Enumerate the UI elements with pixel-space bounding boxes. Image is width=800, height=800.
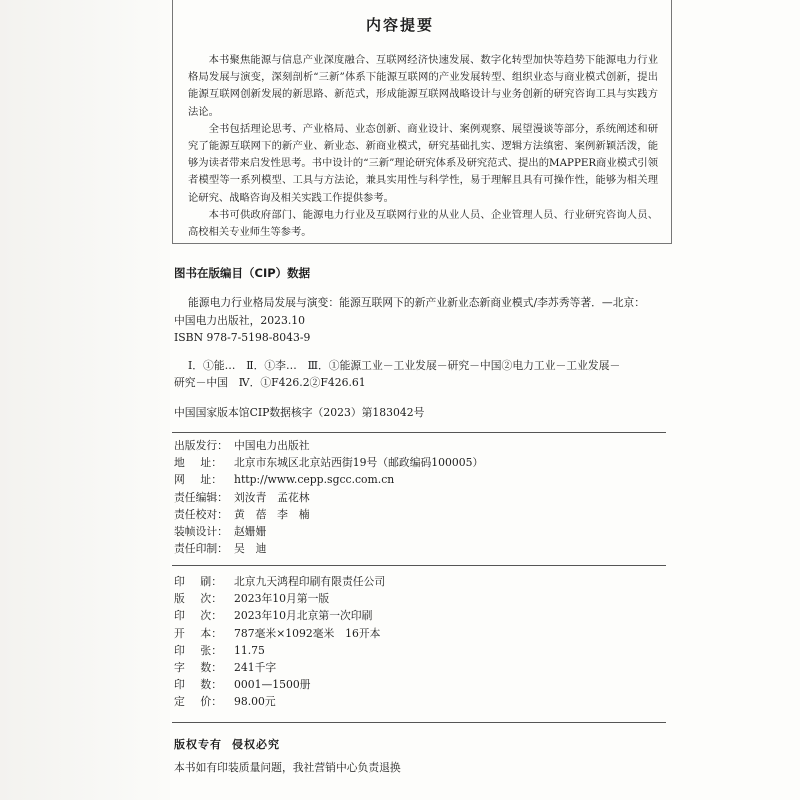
divider-3 bbox=[172, 722, 666, 723]
rights-word-2: 侵权必究 bbox=[232, 738, 280, 751]
printing-key: 印 次： bbox=[174, 609, 222, 623]
address-value: 北京市东城区北京站西街19号（邮政编码100005） bbox=[234, 456, 484, 470]
printing-value: 2023年10月第一版 bbox=[234, 592, 330, 606]
publication-row bbox=[174, 489, 483, 506]
cip-publisher-line: 中国电力出版社，2023.10 bbox=[174, 313, 306, 327]
editor-value: 刘汝青 孟花林 bbox=[234, 490, 310, 504]
publication-key: 网 址： bbox=[174, 473, 222, 487]
summary-text bbox=[188, 52, 658, 241]
designer-value: 赵姗姗 bbox=[234, 524, 267, 538]
printing-row bbox=[174, 676, 385, 693]
publication-row bbox=[174, 540, 483, 557]
summary-paragraph-1: 本书聚焦能源与信息产业深度融合、互联网经济快速发展、数字化转型加快等趋势下能源电力行业格局发展与演变，深刻剖析“三新”体系下能源互联网的产业发展转型、组织业态与商业模式创新，提出能源互联网创新发展的新思路、新范式，形成能源互联网战略设计与业务创新的研究咨询工具与实践方法论。 bbox=[188, 54, 658, 118]
printing-key: 印 数： bbox=[174, 678, 222, 692]
printing-key: 开 本： bbox=[174, 626, 222, 640]
publication-row bbox=[174, 506, 483, 523]
printing-row bbox=[174, 607, 385, 624]
publication-row bbox=[174, 523, 483, 540]
price-value: 98.00元 bbox=[234, 695, 276, 709]
return-notice: 本书如有印装质量问题，我社营销中心负责退换 bbox=[174, 761, 401, 774]
cip-isbn: ISBN 978-7-5198-8043-9 bbox=[174, 331, 311, 344]
page-shadow bbox=[0, 0, 170, 800]
printing-row bbox=[174, 659, 385, 676]
printing-row bbox=[174, 642, 385, 659]
rights-word-1: 版权专有 bbox=[174, 738, 222, 751]
printing-key: 印 刷： bbox=[174, 575, 222, 588]
printing-value: 787毫米×1092毫米 16开本 bbox=[234, 626, 381, 640]
rights-statement bbox=[174, 736, 280, 752]
printing-key: 版 次： bbox=[174, 592, 222, 606]
publication-info bbox=[174, 437, 483, 557]
printing-value: 北京九天鸿程印刷有限责任公司 bbox=[234, 575, 386, 588]
publication-key: 地 址： bbox=[174, 456, 222, 470]
printing-value: 2023年10月北京第一次印刷 bbox=[234, 609, 373, 623]
printing-value: 241千字 bbox=[234, 660, 277, 674]
cip-record bbox=[174, 294, 662, 421]
printing-row bbox=[174, 693, 385, 710]
printing-key: 定 价： bbox=[174, 695, 222, 709]
publication-key: 责任印制： bbox=[174, 542, 228, 556]
cip-title-line: 能源电力行业格局发展与演变：能源互联网下的新产业新业态新商业模式/李苏秀等著．—北京： bbox=[188, 296, 646, 309]
cip-classification-2: 研究－中国 Ⅳ．①F426.2②F426.61 bbox=[174, 376, 366, 389]
cip-classification-1: Ⅰ．①能… Ⅱ．①李… Ⅲ．①能源工业－工业发展－研究－中国②电力工业－工业发展－ bbox=[188, 358, 621, 372]
publication-row bbox=[174, 437, 483, 454]
printing-key: 印 张： bbox=[174, 643, 222, 657]
summary-title: 内容提要 bbox=[365, 16, 434, 34]
printing-value: 0001—1500册 bbox=[234, 678, 311, 692]
summary-paragraph-3: 本书可供政府部门、能源电力行业及互联网行业的从业人员、企业管理人员、行业研究咨询人员、高校相关专业师生等参考。 bbox=[188, 208, 658, 239]
publication-key: 出版发行： bbox=[174, 439, 228, 452]
printing-info bbox=[174, 573, 385, 711]
publication-key: 装帧设计： bbox=[174, 524, 228, 538]
divider-2 bbox=[172, 565, 666, 566]
publication-value: 中国电力出版社 bbox=[234, 439, 310, 452]
website-value: http://www.cepp.sgcc.com.cn bbox=[234, 473, 395, 487]
divider-1 bbox=[172, 432, 666, 433]
publication-row bbox=[174, 471, 483, 488]
cip-heading: 图书在版编目（CIP）数据 bbox=[174, 266, 311, 280]
proofreader-value: 黄 蓓 李 楠 bbox=[234, 507, 310, 521]
publication-row bbox=[174, 454, 483, 471]
printing-key: 字 数： bbox=[174, 660, 222, 674]
publication-key: 责任校对： bbox=[174, 507, 228, 521]
summary-paragraph-2: 全书包括理论思考、产业格局、业态创新、商业设计、案例观察、展望漫谈等部分，系统阐述和研究了能源互联网下的新产业、新业态、新商业模式，研究基础扎实、逻辑方法缜密、案例新颖活泼，能够为读者带来启发性思考。书中设计的“三新”理论研究体系及研究范式、提出的MAPPER商业模式引领者模型等一系列模型、工具与方法论，兼具实用性与科学性，易于理解且具有可操作性，能够为相关理论研究、战略咨询及相关实践工作提供参考。 bbox=[188, 122, 658, 204]
publication-key: 责任编辑： bbox=[174, 490, 228, 504]
printing-value: 11.75 bbox=[234, 643, 265, 657]
cip-number: 中国国家版本馆CIP数据核字（2023）第183042号 bbox=[174, 405, 425, 419]
printing-row bbox=[174, 573, 385, 590]
print-manager-value: 吴 迪 bbox=[234, 542, 267, 556]
printing-row bbox=[174, 625, 385, 642]
printing-row bbox=[174, 590, 385, 607]
